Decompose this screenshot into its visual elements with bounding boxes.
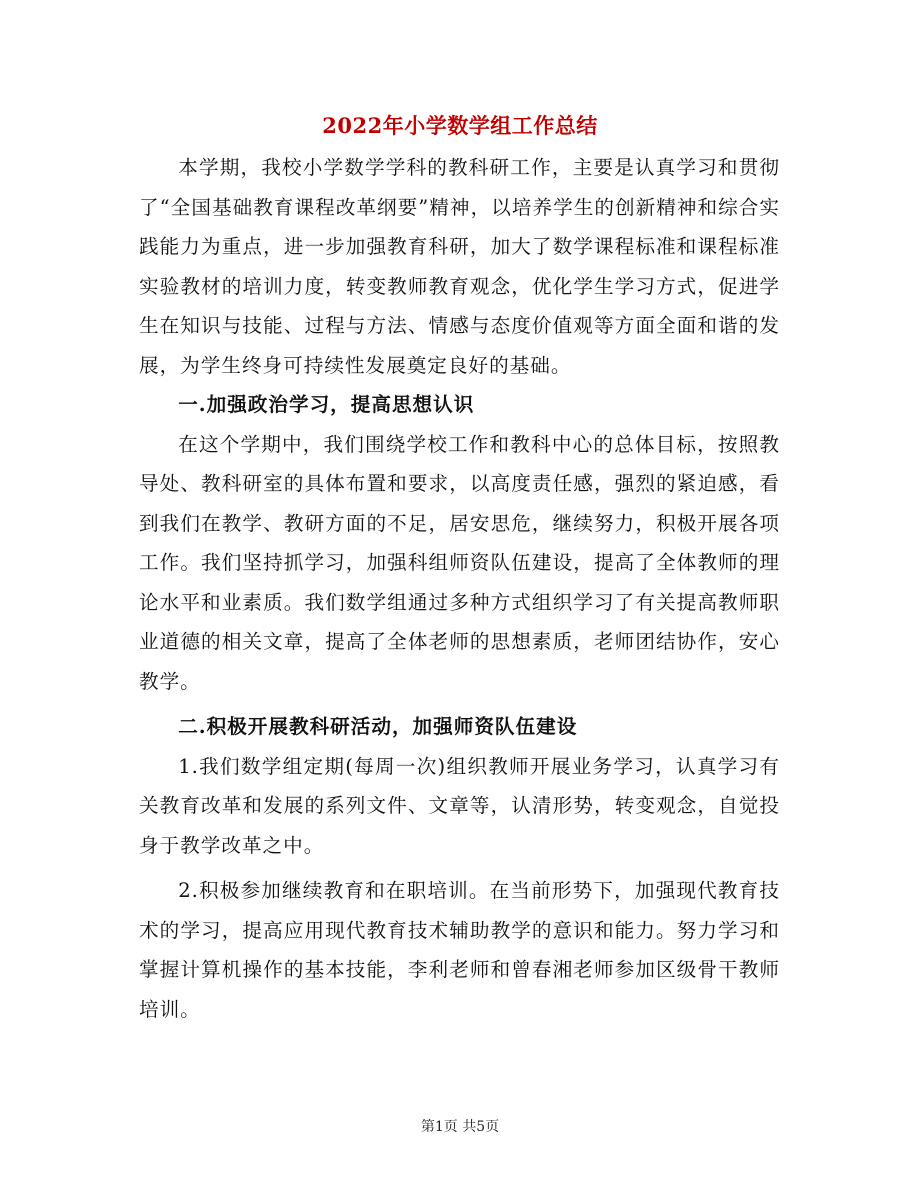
document-body bbox=[139, 148, 780, 1029]
page-footer: 第1页 共5页 bbox=[420, 1119, 500, 1135]
intro-paragraph: 本学期，我校小学数学学科的教科研工作，主要是认真学习和贯彻了“全国基础教育课程改革纲要”精神，以培养学生的创新精神和综合实践能力为重点，进一步加强教育科研，加大了数学课程标准和课程标准实验教材的培训力度，转变教师教育观念，优化学生学习方式，促进学生在知识与技能、过程与方法、情感与态度价值观等方面全面和谐的发展，为学生终身可持续性发展奠定良好的基础。 bbox=[139, 156, 780, 377]
section-1-heading: 一.加强政治学习，提高思想认识 bbox=[178, 393, 475, 416]
section-2-item-1: 1.我们数学组定期(每周一次)组织教师开展业务学习，认真学习有关教育改革和发展的系列文件、文章等，认清形势，转变观念，自觉投身于教学改革之中。 bbox=[139, 754, 780, 857]
section-2-heading: 二.积极开展教科研活动，加强师资队伍建设 bbox=[178, 715, 578, 738]
section-2-item-2: 2.积极参加继续教育和在职培训。在当前形势下，加强现代教育技术的学习，提高应用现代教育技术辅助教学的意识和能力。努力学习和掌握计算机操作的基本技能，李利老师和曾春湘老师参加区级骨干教师培训。 bbox=[139, 879, 780, 1021]
section-1-paragraph: 在这个学期中，我们围绕学校工作和教科中心的总体目标，按照教导处、教科研室的具体布置和要求，以高度责任感，强烈的紧迫感，看到我们在教学、教研方面的不足，居安思危，继续努力，积极开展各项工作。我们坚持抓学习，加强科组师资队伍建设，提高了全体教师的理论水平和业素质。我们数学组通过多种方式组织学习了有关提高教师职业道德的相关文章，提高了全体老师的思想素质，老师团结协作，安心教学。 bbox=[139, 432, 780, 693]
document-title: 2022年小学数学组工作总结 bbox=[322, 113, 598, 138]
